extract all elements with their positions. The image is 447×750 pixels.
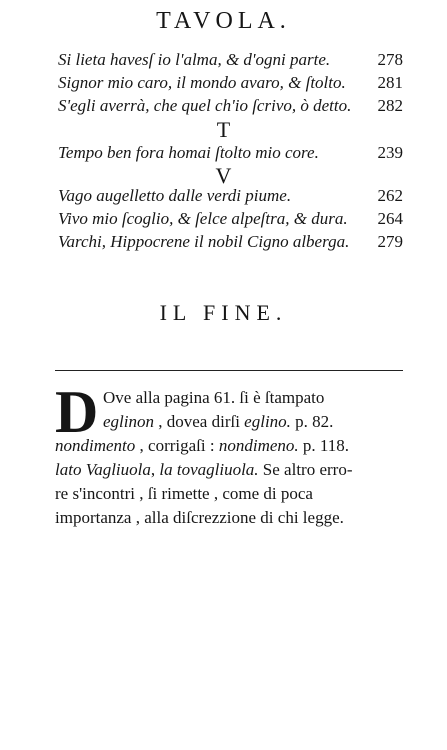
- index-entry: [58, 142, 403, 164]
- errata-text: , dovea dirſi: [158, 412, 240, 431]
- entry-page-number: 282: [377, 96, 403, 115]
- errata-correct-word: nondimeno.: [218, 436, 299, 455]
- entry-page-number: 262: [377, 186, 403, 205]
- errata-line: [103, 410, 333, 434]
- section-letter-t: T: [216, 117, 231, 142]
- errata-line: importanza , alla diſcrezzione di chi legge.: [55, 508, 344, 527]
- entry-page-number: 279: [377, 232, 403, 251]
- index-entry: [58, 231, 403, 253]
- entry-title: Varchi, Hippocrene il nobil Cigno alberga.: [58, 232, 350, 251]
- index-entry: [58, 185, 403, 207]
- entry-title: Vago augelletto dalle verdi piume.: [58, 186, 292, 205]
- page-heading: TAVOLA.: [156, 8, 291, 34]
- errata-text: Se altro erro-: [262, 460, 353, 479]
- errata-line: [55, 434, 349, 458]
- entry-title: Signor mio caro, il mondo avaro, & ſtolto.: [58, 73, 346, 92]
- errata-correct-word: la tovagliuola.: [159, 460, 259, 479]
- closing-title: IL FINE.: [159, 300, 288, 325]
- errata-text: , corrigaſi :: [139, 436, 215, 455]
- errata-wrong-word: eglinon: [103, 412, 154, 431]
- entry-page-number: 264: [377, 209, 403, 228]
- section-letter-v: V: [215, 163, 232, 188]
- errata-line: [55, 458, 352, 482]
- entry-title: Si lieta havesſ io l'alma, & d'ogni parte.: [58, 50, 331, 69]
- index-entry: [58, 208, 403, 230]
- index-entry: [58, 72, 403, 94]
- entry-title: Tempo ben fora homai ſtolto mio core.: [58, 143, 319, 162]
- errata-page-ref: p. 118.: [302, 436, 350, 455]
- drop-cap: D: [55, 379, 99, 445]
- index-entry: [58, 49, 403, 71]
- errata-wrong-word: lato Vagliuola: [55, 460, 151, 479]
- errata-wrong-word: nondimento: [55, 436, 136, 455]
- errata-line: Ove alla pagina 61. ſi è ſtampato: [103, 388, 325, 407]
- entry-title: Vivo mio ſcoglio, & ſelce alpeſtra, & dura.: [58, 209, 348, 228]
- errata-line: re s'incontri , ſi rimette , come di poca: [55, 484, 313, 503]
- index-entry: [58, 95, 403, 117]
- errata-correct-word: eglino.: [244, 412, 291, 431]
- divider-rule: [55, 370, 403, 371]
- errata-text: ,: [150, 460, 156, 479]
- entry-title: S'egli averrà, che quel ch'io ſcrivo, ò detto.: [58, 96, 352, 115]
- errata-page-ref: p. 82.: [295, 412, 334, 431]
- entry-page-number: 278: [377, 50, 403, 69]
- entry-page-number: 281: [377, 73, 403, 92]
- entry-page-number: 239: [377, 143, 403, 162]
